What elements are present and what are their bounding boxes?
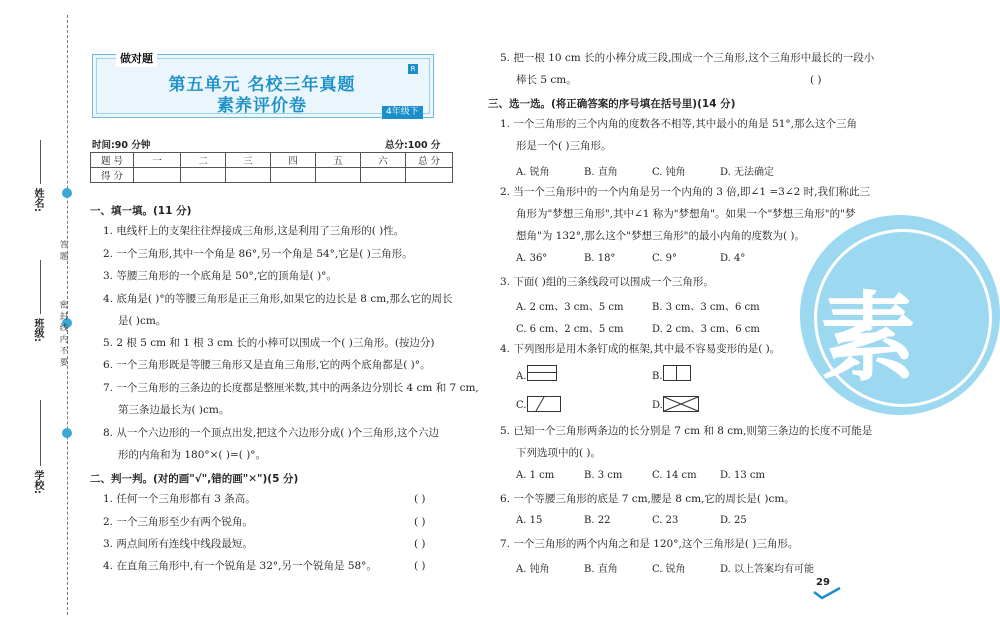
s3-q6-line1: 6. 一个等腰三角形的底是 7 cm,腰是 8 cm,它的周长是( )cm。 — [500, 493, 795, 505]
s1-q5: 5. 2 根 5 cm 和 1 根 3 cm 长的小棒可以围成一个( )三角形。(按边分) — [103, 337, 435, 349]
s1-q7-line1: 7. 一个三角形的三条边的长度都是整厘米数,其中的两条边分别长 4 cm 和 7 cm, — [103, 382, 479, 394]
score-cell[interactable] — [226, 168, 271, 183]
s3-q4-option-c: C. — [516, 400, 527, 411]
s2-q5-line1: 5. 把一根 10 cm 长的小棒分成三段,围成一个三角形,这个三角形中最长的一段小 — [500, 52, 875, 64]
s2-q3: 3. 两点间所有连线中线段最短。 — [103, 538, 253, 550]
s3-q5-line2: 下列选项中的( )。 — [516, 447, 602, 459]
grade-badge: 4年级下 — [382, 106, 423, 119]
s3-q1-option-b: B. 直角 — [584, 167, 618, 178]
section3-title: 三、选一选。(将正确答案的序号填在括号里)(14 分) — [488, 98, 736, 110]
score-cell[interactable] — [316, 168, 361, 183]
s3-q2-line3: 想角"为 132°,那么这个"梦想三角形"的最小内角的度数为( )。 — [516, 230, 805, 242]
s3-q4-option-d: D. — [652, 400, 663, 411]
s3-q7-option-a: A. 钝角 — [516, 564, 550, 575]
s3-q7-line1: 7. 一个三角形的两个内角之和是 120°,这个三角形是( )三角形。 — [500, 538, 799, 550]
s3-q1-option-a: A. 锐角 — [516, 167, 550, 178]
s3-q7-option-d: D. 以上答案均有可能 — [720, 564, 815, 575]
school-field-line[interactable] — [40, 400, 41, 466]
class-label: 班级: — [32, 318, 43, 342]
s3-q4-line1: 4. 下列图形是用木条钉成的框架,其中最不容易变形的是( )。 — [500, 343, 781, 355]
seal-dot-3 — [62, 428, 72, 438]
s1-q8-line1: 8. 从一个六边形的一个顶点出发,把这个六边形分成( )个三角形,这个六边 — [103, 427, 440, 439]
s3-q1-line2: 形是一个( )三角形。 — [516, 140, 612, 152]
s3-q1-option-c: C. 钝角 — [652, 167, 686, 178]
name-label: 姓名: — [32, 188, 43, 212]
class-field-line[interactable] — [40, 260, 41, 314]
page-title: 第五单元 名校三年真题 — [168, 75, 356, 95]
score-cell[interactable] — [181, 168, 226, 183]
seal-note-upper: 答题 — [58, 240, 68, 263]
score-header-cell: 五 — [316, 153, 361, 168]
score-cell[interactable] — [361, 168, 406, 183]
frame-b-bar — [676, 366, 677, 380]
s3-q2-option-b: B. 18° — [584, 253, 616, 264]
s3-q7-option-b: B. 直角 — [584, 564, 618, 575]
s2-q1: 1. 任何一个三角形都有 3 条高。 — [103, 493, 256, 505]
s2-q3-answer[interactable]: ( ) — [414, 538, 426, 550]
s3-q2-line2: 角形为"梦想三角形",其中∠1 称为"梦想角"。如果一个"梦想三角形"的"梦 — [516, 208, 856, 220]
score-header-cell: 二 — [181, 153, 226, 168]
s1-q4-line2: 是( )cm。 — [118, 315, 167, 327]
frame-c-diagonal — [528, 397, 560, 411]
section1-title: 一、填一填。(11 分) — [90, 205, 192, 217]
s3-q3-line1: 3. 下面( )组的三条线段可以围成一个三角形。 — [500, 276, 714, 288]
s3-q6-option-a: A. 15 — [516, 515, 543, 526]
s3-q2-option-c: C. 9° — [652, 253, 678, 264]
s3-q5-option-b: B. 3 cm — [584, 470, 623, 481]
score-cell[interactable] — [134, 168, 181, 183]
s1-q1: 1. 电线杆上的支架往往焊接成三角形,这是利用了三角形的( )性。 — [103, 225, 405, 237]
s2-q4-answer[interactable]: ( ) — [414, 560, 426, 572]
banner-tag: 做对题 — [116, 49, 157, 67]
s1-q7-line2: 第三条边最长为( )cm。 — [118, 404, 230, 416]
total-label: 总分:100 分 — [385, 140, 441, 151]
s3-q3-option-a: A. 2 cm、3 cm、5 cm — [516, 302, 624, 313]
s1-q2: 2. 一个三角形,其中一个角是 86°,另一个角是 54°,它是( )三角形。 — [103, 248, 413, 260]
s3-q5-option-c: C. 14 cm — [652, 470, 697, 481]
score-row-label: 得 分 — [91, 168, 134, 183]
score-header-cell: 一 — [134, 153, 181, 168]
s3-q4-option-b: B. — [652, 371, 663, 382]
seal-note-lower: 密封线内不要 — [58, 300, 68, 369]
frame-figure-a — [527, 365, 557, 381]
s3-q4-option-a: A. — [516, 371, 527, 382]
s1-q6: 6. 一个三角形既是等腰三角形又是直角三角形,它的两个底角都是( )°。 — [103, 359, 431, 371]
s3-q6-option-d: D. 25 — [720, 515, 747, 526]
s1-q3: 3. 等腰三角形的一个底角是 50°,它的顶角是( )°。 — [103, 270, 337, 282]
s2-q2: 2. 一个三角形至少有两个锐角。 — [103, 516, 253, 528]
frame-figure-c — [527, 396, 561, 412]
score-cell[interactable] — [271, 168, 316, 183]
score-header-cell: 三 — [226, 153, 271, 168]
section2-title: 二、判一判。(对的画"√",错的画"✕")(5 分) — [90, 473, 299, 485]
s1-q4-line1: 4. 底角是( )°的等腰三角形是正三角形,如果它的边长是 8 cm,那么它的周长 — [103, 293, 453, 305]
frame-figure-d — [663, 396, 699, 412]
check-mark-icon — [812, 586, 842, 600]
seal-dot-1 — [62, 188, 72, 198]
school-label: 学校: — [32, 470, 43, 494]
frame-d-cross — [664, 397, 698, 411]
s3-q3-option-d: D. 2 cm、3 cm、6 cm — [652, 324, 760, 335]
s3-q7-option-c: C. 锐角 — [652, 564, 686, 575]
s3-q5-option-a: A. 1 cm — [516, 470, 555, 481]
s2-q2-answer[interactable]: ( ) — [414, 516, 426, 528]
s2-q5-line2: 棒长 5 cm。 — [516, 74, 577, 86]
s3-q2-option-a: A. 36° — [516, 253, 548, 264]
s2-q1-answer[interactable]: ( ) — [414, 493, 426, 505]
watermark-stamp-char: 素 — [820, 282, 916, 394]
score-header-cell: 题 号 — [91, 153, 134, 168]
s2-q4: 4. 在直角三角形中,有一个锐角是 32°,另一个锐角是 58°。 — [103, 560, 377, 572]
s2-q5-answer[interactable]: ( ) — [810, 74, 822, 86]
s3-q2-option-d: D. 4° — [720, 253, 746, 264]
s3-q1-line1: 1. 一个三角形的三个内角的度数各不相等,其中最小的角是 51°,那么这个三角 — [500, 118, 857, 130]
frame-a-bar — [528, 372, 556, 373]
score-cell[interactable] — [406, 168, 453, 183]
flag-badge: R — [408, 64, 418, 74]
s3-q5-line1: 5. 已知一个三角形两条边的长分别是 7 cm 和 8 cm,则第三条边的长度不可能是 — [500, 425, 873, 437]
s3-q5-option-d: D. 13 cm — [720, 470, 766, 481]
s3-q1-option-d: D. 无法确定 — [720, 167, 775, 178]
score-header-cell: 四 — [271, 153, 316, 168]
s3-q6-option-c: C. 23 — [652, 515, 679, 526]
time-label: 时间:90 分钟 — [92, 140, 151, 151]
score-header-row — [91, 153, 453, 168]
score-header-cell: 总 分 — [406, 153, 453, 168]
page-number: 29 — [816, 577, 830, 588]
score-header-cell: 六 — [361, 153, 406, 168]
page-subtitle: 素养评价卷 — [217, 96, 307, 116]
score-row — [91, 168, 453, 183]
score-table — [90, 152, 453, 183]
s3-q3-option-b: B. 3 cm、3 cm、6 cm — [652, 302, 760, 313]
name-field-line[interactable] — [40, 140, 41, 184]
frame-figure-b — [663, 365, 691, 381]
s3-q6-option-b: B. 22 — [584, 515, 611, 526]
s3-q3-option-c: C. 6 cm、2 cm、5 cm — [516, 324, 624, 335]
s3-q2-line1: 2. 当一个三角形中的一个内角是另一个内角的 3 倍,即∠1 =3∠2 时,我们称此三 — [500, 186, 870, 198]
s1-q8-line2: 形的内角和为 180°×( )=( )°。 — [118, 449, 267, 461]
